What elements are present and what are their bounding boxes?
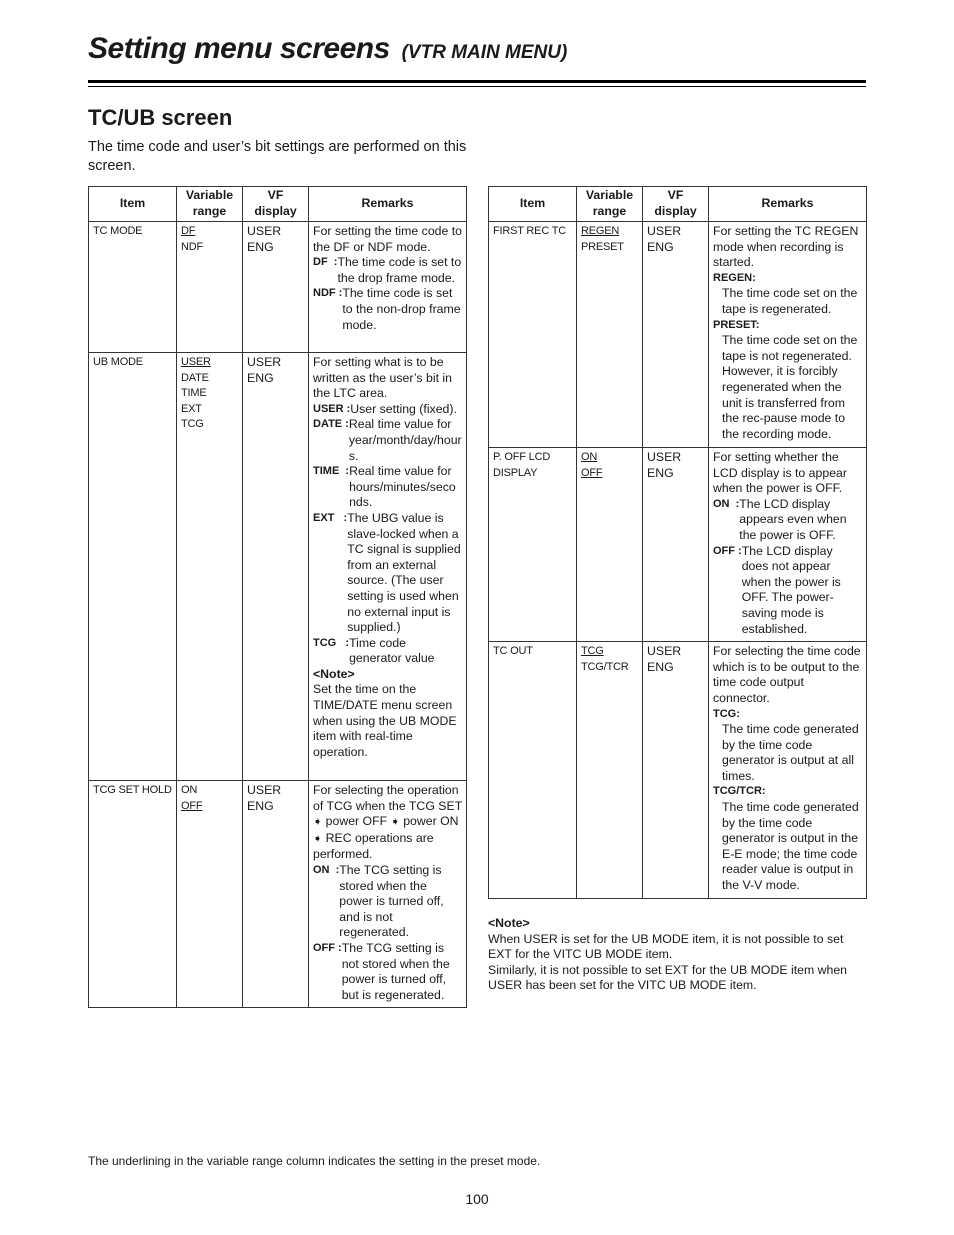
table-header-row [489,187,867,222]
range-value: NDF [181,240,204,253]
sub-body-tcg-tcr: The time code generated by the time code generator is output in the E-E mode; the time code reader value is output in the V-V mode. [722,800,859,893]
range-cell [577,222,643,448]
item-cell: P. OFF LCD DISPLAY [489,448,577,642]
footnote: The underlining in the variable range column indicates the setting in the preset mode. [88,1154,541,1168]
option-on: ON : The TCG setting is stored when the power is turned off, and is not regenerated. [313,862,444,940]
right-settings-table [488,186,867,899]
range-value: PRESET [581,240,624,253]
note-heading: <Note> [313,666,355,681]
option-ndf: NDF : The time code is set to the non-drop frame mode. [313,286,461,332]
right-note-line: When USER is set for the UB MODE item, it is not possible to set EXT for the VITC UB MODE item. [488,931,844,962]
vf-cell: USER ENG [643,222,709,448]
right-note-heading: <Note> [488,916,530,930]
item-cell: TCG SET HOLD [89,781,177,1008]
table-row-tc-mode [89,222,467,353]
col-vf-header: VF display [243,187,309,222]
range-value: ON [181,784,198,796]
sub-body-tcg: The time code generated by the time code generator is output at all times. [722,722,859,783]
col-remarks-header: Remarks [309,187,467,222]
range-value-preset: DF [181,225,196,237]
sub-heading-regen: REGEN: [713,271,756,284]
remarks-cell: For selecting the operation of TCG when the TCG SET ➧ power OFF ➧ power ON ➧ REC operations are performed. ON : The TCG setting is stored when the power is turned off, and is not regenerated. OFF : The TCG setting is not stored when the power is turned off, but is regenerated. [309,781,467,1008]
left-settings-table [88,186,467,1008]
option-off: OFF : The TCG setting is not stored when the power is turned off, but is regenerated. [313,940,450,1002]
range-value-preset: OFF [181,799,203,812]
range-value-preset: OFF [581,466,603,479]
option-tcg: TCG : Time code generator value [313,635,435,666]
table-header-row [89,187,467,222]
table-row-p-off-lcd-display [489,448,867,642]
table-row-tc-out [489,642,867,899]
vf-cell: USER ENG [243,353,309,781]
right-note-line: Similarly, it is not possible to set EXT for the UB MODE item when USER has been set for the VITC UB MODE item. [488,962,848,993]
range-value: TIME [181,387,207,400]
option-df: DF : The time code is set to the drop frame mode. [313,255,462,285]
range-cell [577,642,643,899]
page-number: 100 [465,1191,489,1207]
range-cell [577,448,643,642]
range-cell [177,353,243,781]
item-cell: UB MODE [89,353,177,781]
section-intro: The time code and user’s bit settings are performed on this screen. [88,139,467,174]
table-row-ub-mode [89,353,467,781]
sub-body-preset: The time code set on the tape is not regenerated. However, it is forcibly regenerated when the unit is transferred from the rec-pause mode to the recording mode. [722,333,858,441]
col-vf-header: VF display [643,187,709,222]
col-remarks-header: Remarks [709,187,867,222]
vf-cell: USER ENG [243,222,309,353]
title-rule [88,80,866,83]
table-row-first-rec-tc [489,222,867,448]
col-range-header: Variable range [577,187,643,222]
option-ext: EXT : The UBG value is slave-locked when a TC signal is supplied from an external source. (The user setting is used when no external input is supplied.) [313,510,461,635]
page-title-sub: (VTR MAIN MENU) [401,42,568,63]
range-value: EXT [181,402,202,415]
range-value-preset: USER [181,356,211,368]
note-text: Set the time on the TIME/DATE menu screen when using the UB MODE item with real-time operation. [313,682,457,759]
option-on: ON : The LCD display appears even when the power is OFF. [713,496,847,542]
option-date: DATE : Real time value for year/month/day/hours. [313,417,462,463]
range-value: TCG [181,418,204,431]
vf-cell: USER ENG [243,781,309,1008]
range-value: DATE [181,371,209,384]
section-title: TC/UB screen [88,105,233,130]
sub-heading-tcg: TCG: [713,707,740,720]
col-range-header: Variable range [177,187,243,222]
item-cell: FIRST REC TC [489,222,577,448]
remarks-cell: For setting what is to be written as the user’s bit in the LTC area. USER : User setting (fixed). DATE : Real time value for year/month/day/hours. TIME : Real time value for hours/minutes/seconds. EXT : The UBG value is slave-locked when a TC signal is supplied from an external source. (The user setting is used when no external input is supplied.) TCG : Time code generator value <Note> Set the time on the TIME/DATE menu screen when using the UB MODE item with real-time operation. [309,353,467,781]
page-title-main: Setting menu screens [88,32,390,65]
remarks-cell: For setting the time code to the DF or NDF mode. DF : The time code is set to the drop frame mode. NDF : The time code is set to the non-drop frame mode. [309,222,467,353]
option-time: TIME : Real time value for hours/minutes/seconds. [313,464,456,510]
vf-cell: USER ENG [643,448,709,642]
arrow-right-icon: ➧ [313,832,323,845]
right-note [488,916,868,994]
range-cell [177,222,243,353]
remarks-cell: For setting the TC REGEN mode when recording is started. REGEN: The time code set on the tape is regenerated. PRESET: The time code set on the tape is not regenerated. However, it is forcibly regenerated when the unit is transferred from the rec-pause mode to the recording mode. [709,222,867,448]
arrow-right-icon: ➧ [313,816,323,829]
item-cell: TC MODE [89,222,177,353]
range-value-preset: ON [581,451,598,463]
col-item-header: Item [489,187,577,222]
arrow-right-icon: ➧ [390,816,400,829]
remarks-cell: For selecting the time code which is to be output to the time code output connector. TCG: The time code generated by the time code generator is output at all times. TCG/TCR: The time code generated by the time code generator is output in the E-E mode; the time code reader value is output in the V-V mode. [709,642,867,899]
sub-heading-tcg-tcr: TCG/TCR: [713,785,766,798]
range-value-preset: REGEN [581,225,620,237]
col-item-header: Item [89,187,177,222]
range-value-preset: TCG [581,645,604,658]
option-off: OFF : The LCD display does not appear when the power is OFF. The power-saving mode is established. [713,543,841,636]
option-user: USER : User setting (fixed). [313,401,457,416]
range-value: TCG/TCR [581,660,629,673]
vf-cell: USER ENG [643,642,709,899]
sub-heading-preset: PRESET: [713,318,760,331]
remarks-cell: For setting whether the LCD display is to appear when the power is OFF. ON : The LCD display appears even when the power is OFF. OFF : The LCD display does not appear when the power is OFF. The power-saving mode is established. [709,448,867,642]
sub-body-regen: The time code set on the tape is regenerated. [722,286,858,316]
range-cell [177,781,243,1008]
item-cell: TC OUT [489,642,577,899]
table-row-tcg-set-hold [89,781,467,1008]
title-rule-thin [88,86,866,87]
page-title [88,32,567,66]
